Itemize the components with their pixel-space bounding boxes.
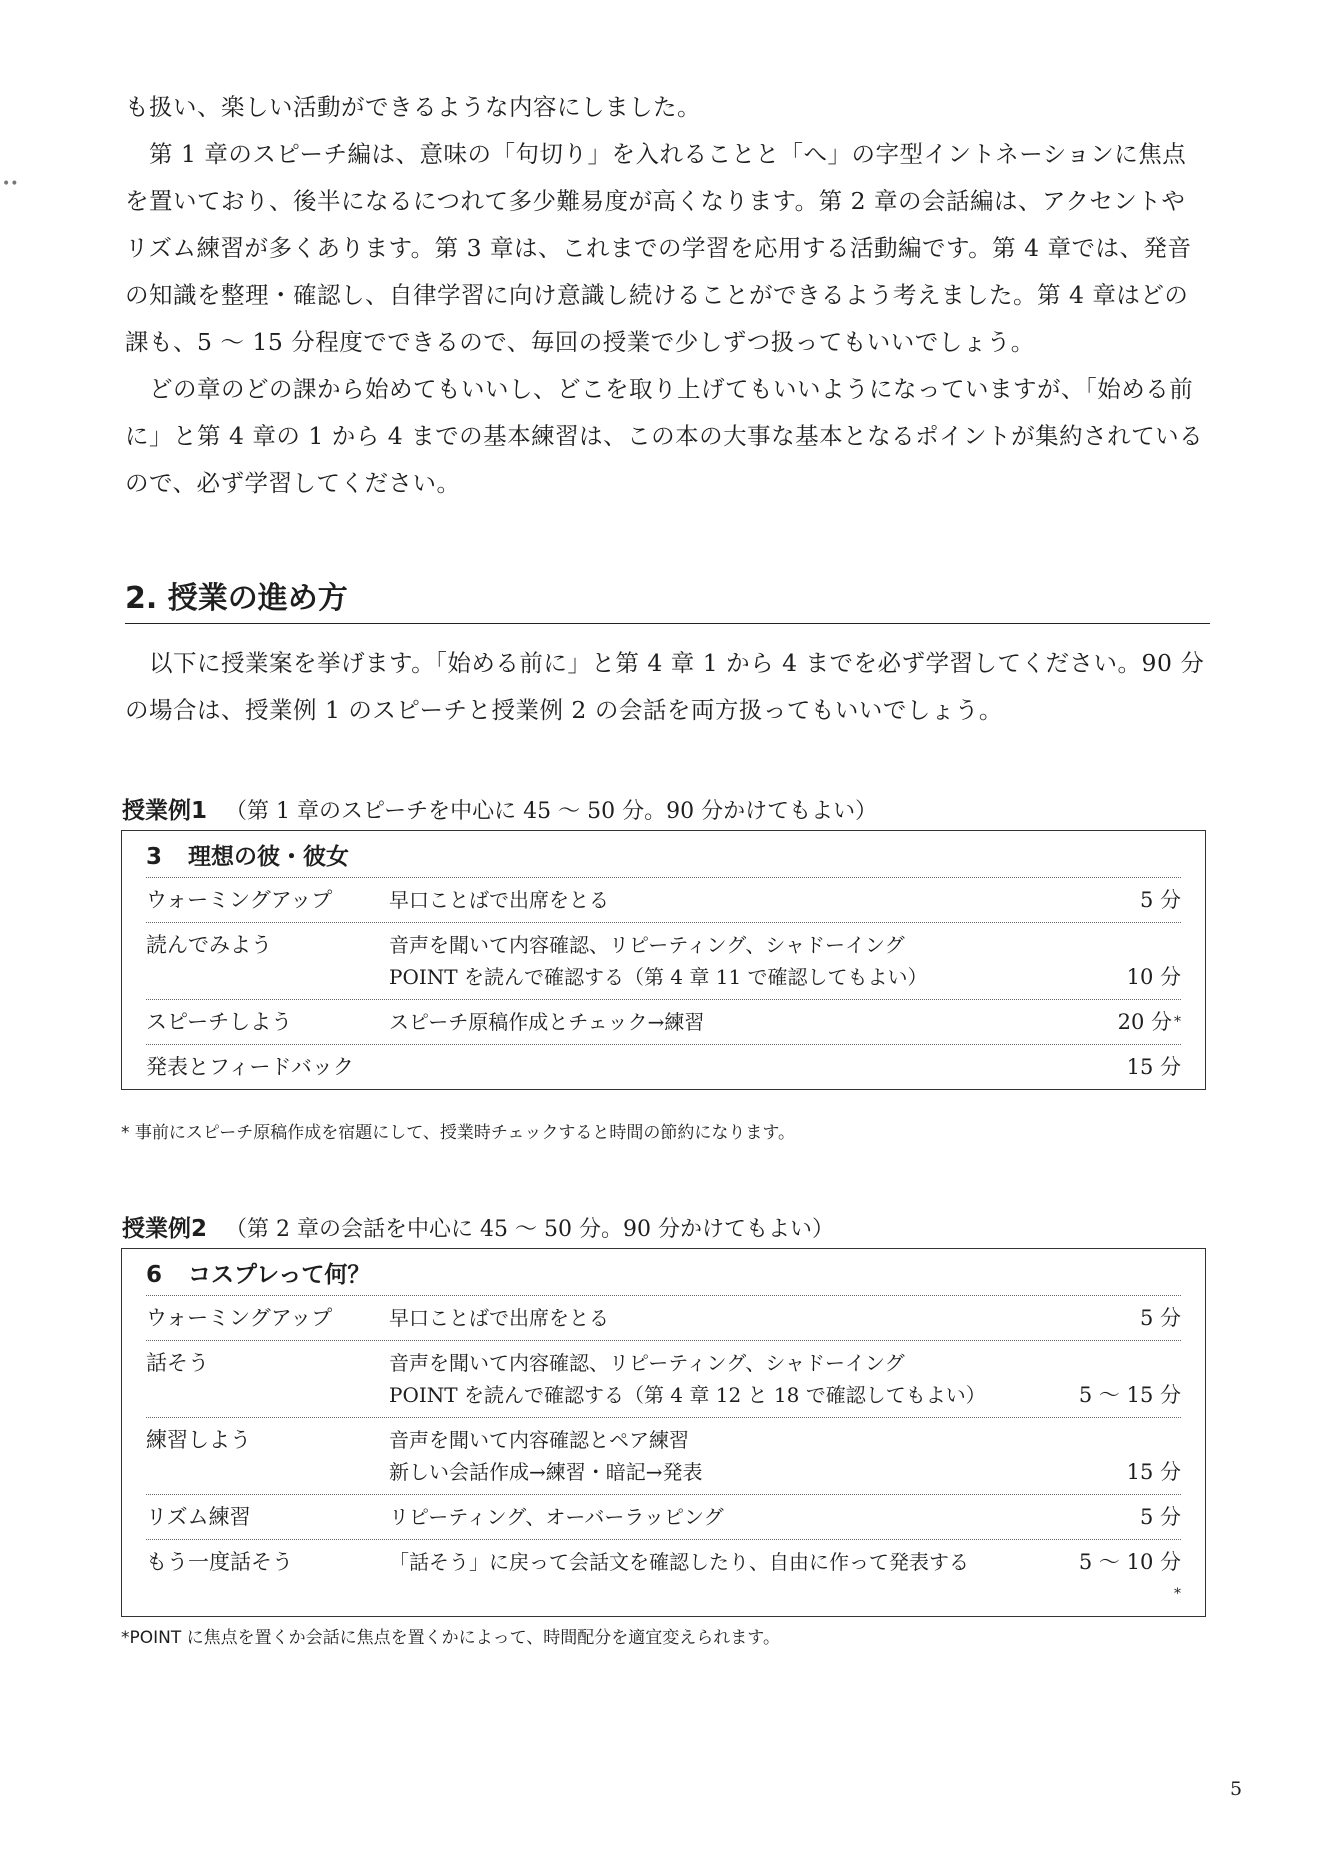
intro-paragraph-2: 第 1 章のスピーチ編は、意味の「句切り」を入れることと「へ」の字型イントネーションに焦点を置いており、後半になるにつれて多少難易度が高くなります。第 2 章の会話編は、アクセントやリズム練習が多くあります。第 3 章は、これまでの学習を応用する活動編です。第 4 章では、発音の知識を整理・確認し、自律学習に向け意識し続けることができるよう考えました。第 4 章はどの課も、5 ～ 15 分程度でできるので、毎回の授業で少しずつ扱ってもいいでしょう。 bbox=[125, 140, 1192, 356]
footnote-marker: * bbox=[1174, 1586, 1181, 1602]
activity-time: 20 分 * bbox=[1117, 1010, 1181, 1034]
example2-box-title bbox=[146, 1249, 1181, 1296]
table-row bbox=[146, 1418, 1181, 1495]
example2-subtitle: （第 2 章の会話を中心に 45 ～ 50 分。90 分かけてもよい） bbox=[225, 1217, 834, 1242]
example2-label: 授業例2 bbox=[122, 1216, 208, 1242]
table-row bbox=[146, 923, 1181, 1000]
activity-time: 5 分 bbox=[1139, 1306, 1181, 1330]
activity-name: 読んでみよう bbox=[146, 933, 272, 957]
activity-time: 5 分 bbox=[1139, 1505, 1181, 1529]
activity-desc: 音声を聞いて内容確認とペア練習 新しい会話作成→練習・暗記→発表 bbox=[389, 1428, 703, 1484]
example1-box-title bbox=[146, 831, 1181, 878]
activity-desc: 早口ことばで出席をとる bbox=[389, 888, 609, 912]
activity-name: 話そう bbox=[146, 1351, 209, 1375]
activity-time: 10 分 bbox=[1126, 965, 1181, 989]
activity-desc: 早口ことばで出席をとる bbox=[389, 1306, 609, 1330]
example2-lesson-number: 6 bbox=[146, 1262, 163, 1288]
activity-name: 練習しよう bbox=[146, 1428, 251, 1452]
activity-name: リズム練習 bbox=[146, 1505, 251, 1529]
example1-title bbox=[122, 792, 877, 825]
example1-lesson-title: 理想の彼・彼女 bbox=[188, 844, 350, 870]
margin-mark: •• bbox=[2, 176, 19, 192]
example1-lesson-number: 3 bbox=[146, 844, 163, 870]
activity-name: 発表とフィードバック bbox=[146, 1055, 354, 1079]
table-row bbox=[146, 1000, 1181, 1045]
activity-desc: 「話そう」に戻って会話文を確認したり、自由に作って発表する bbox=[389, 1550, 969, 1574]
activity-desc: 音声を聞いて内容確認、リピーティング、シャドーイング POINT を読んで確認する（第 4 章 12 と 18 で確認してもよい） bbox=[389, 1351, 986, 1407]
table-row bbox=[146, 878, 1181, 923]
activity-time: 15 分 bbox=[1126, 1055, 1181, 1079]
intro-paragraph-3: どの章のどの課から始めてもいいし、どこを取り上げてもいいようになっていますが、「始める前に」と第 4 章の 1 から 4 までの基本練習は、この本の大事な基本となるポイントが集約されているので、必ず学習してください。 bbox=[125, 375, 1204, 497]
activity-name: ウォーミングアップ bbox=[146, 1306, 333, 1330]
table-row bbox=[146, 1341, 1181, 1418]
activity-desc: 音声を聞いて内容確認、リピーティング、シャドーイング POINT を読んで確認する（第 4 章 11 で確認してもよい） bbox=[389, 933, 928, 989]
activity-time: 5 ～ 10 分* bbox=[1078, 1550, 1181, 1602]
activity-time: 5 分 bbox=[1139, 888, 1181, 912]
intro-line-1: も扱い、楽しい活動ができるような内容にしました。 bbox=[125, 93, 701, 121]
example2-box bbox=[121, 1248, 1206, 1617]
section-heading: 2. 授業の進め方 bbox=[125, 575, 1210, 624]
activity-name: もう一度話そう bbox=[146, 1550, 293, 1574]
intro-text bbox=[125, 84, 1205, 507]
example1-box bbox=[121, 830, 1206, 1090]
example2-note: *POINT に焦点を置くか会話に焦点を置くかによって、時間配分を適宜変えられます。 bbox=[121, 1628, 780, 1648]
activity-desc bbox=[389, 1051, 1071, 1083]
section-body bbox=[125, 640, 1205, 734]
table-row bbox=[146, 1495, 1181, 1540]
activity-name: ウォーミングアップ bbox=[146, 888, 333, 912]
activity-name: スピーチしよう bbox=[146, 1010, 293, 1034]
activity-time: 15 分 bbox=[1126, 1460, 1181, 1484]
page-number: 5 bbox=[1230, 1778, 1243, 1800]
example1-label: 授業例1 bbox=[122, 798, 208, 824]
table-row bbox=[146, 1296, 1181, 1341]
example1-subtitle: （第 1 章のスピーチを中心に 45 ～ 50 分。90 分かけてもよい） bbox=[225, 799, 878, 824]
section-body-text: 以下に授業案を挙げます。「始める前に」と第 4 章 1 から 4 までを必ず学習してください。90 分の場合は、授業例 1 のスピーチと授業例 2 の会話を両方扱ってもいいでしょう。 bbox=[125, 649, 1205, 724]
activity-time: 5 ～ 15 分 bbox=[1078, 1383, 1181, 1407]
activity-desc: スピーチ原稿作成とチェック→練習 bbox=[389, 1010, 705, 1034]
activity-desc: リピーティング、オーバーラッピング bbox=[389, 1505, 724, 1529]
example1-note: * 事前にスピーチ原稿作成を宿題にして、授業時チェックすると時間の節約になります。 bbox=[121, 1123, 796, 1143]
table-row bbox=[146, 1540, 1181, 1616]
footnote-marker: * bbox=[1174, 1014, 1181, 1030]
example2-title bbox=[122, 1210, 834, 1243]
example2-lesson-title: コスプレって何？ bbox=[188, 1262, 371, 1288]
table-row bbox=[146, 1045, 1181, 1089]
